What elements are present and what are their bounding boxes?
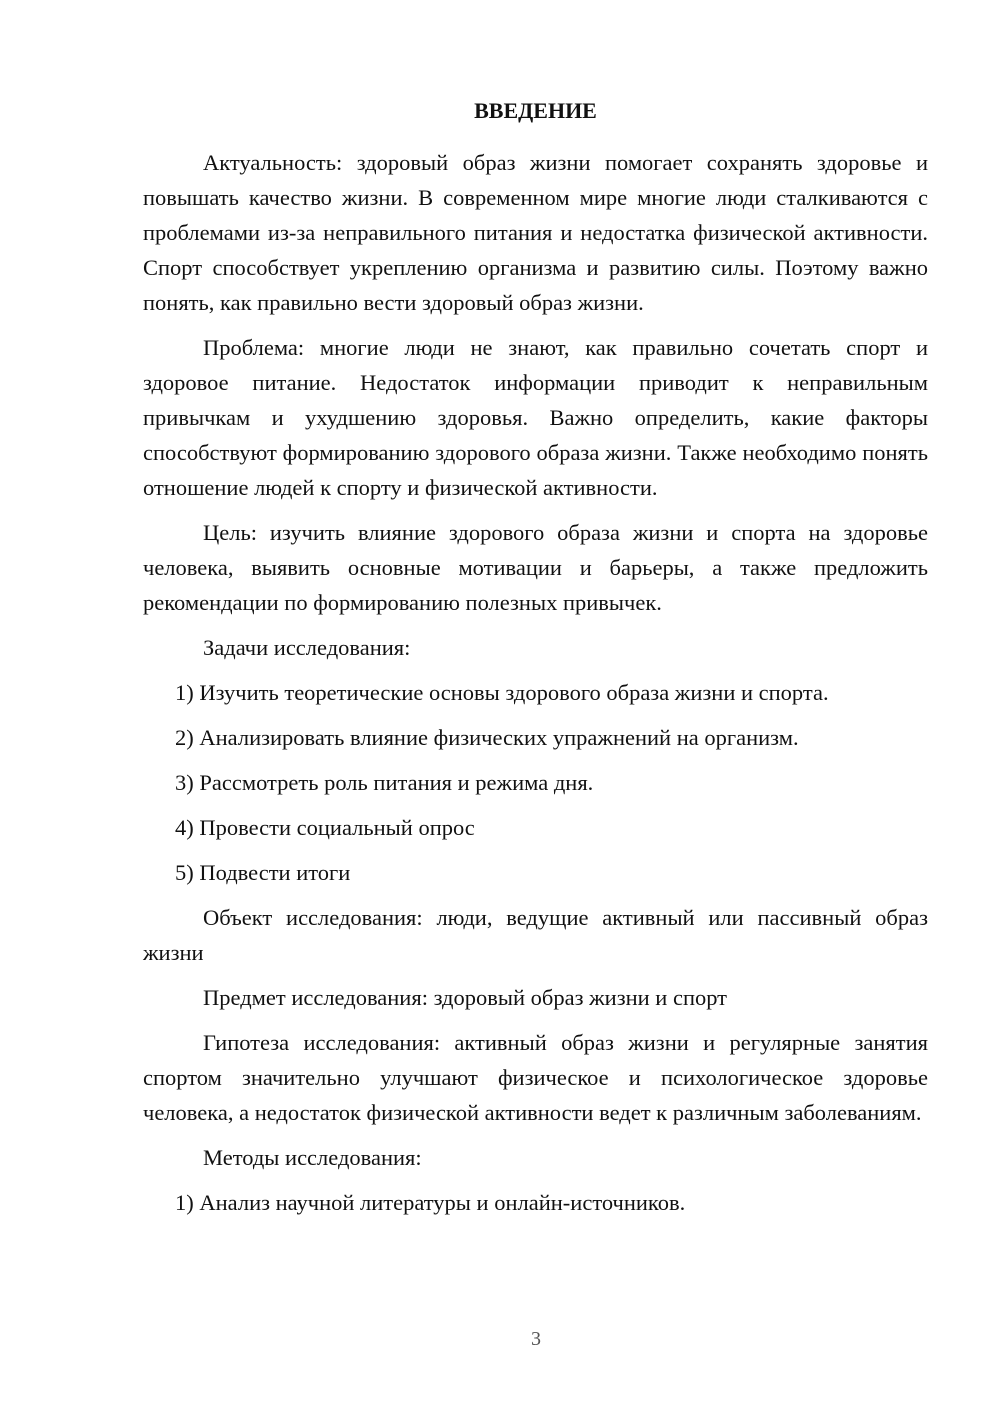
paragraph-problem: Проблема: многие люди не знают, как правильно сочетать спорт и здоровое питание. Недостаток информации приводит к неправильным привычкам и ухудшению здоровья. Важно определить, какие факторы способствуют формированию здорового образа жизни. Также необходимо понять отношение людей к спорту и физической активности. bbox=[143, 335, 928, 500]
paragraph-relevance: Актуальность: здоровый образ жизни помогает сохранять здоровье и повышать качество жизни. В современном мире многие люди сталкиваются с проблемами из-за неправильного питания и недостатка физической активности. Спорт способствует укреплению организма и развитию силы. Поэтому важно понять, как правильно вести здоровый образ жизни. bbox=[143, 150, 928, 315]
paragraph-hypothesis: Гипотеза исследования: активный образ жизни и регулярные занятия спортом значительно улучшают физическое и психологическое здоровье человека, а недостаток физической активности ведет к различным заболеваниям. bbox=[143, 1030, 928, 1125]
methods-list bbox=[143, 1185, 928, 1220]
methods-heading: Методы исследования: bbox=[203, 1145, 422, 1170]
section-title: ВВЕДЕНИЕ bbox=[474, 98, 597, 123]
task-item: 4) Провести социальный опрос bbox=[175, 815, 475, 840]
task-item: 2) Анализировать влияние физических упражнений на организм. bbox=[175, 725, 799, 750]
paragraph-object: Объект исследования: люди, ведущие активный или пассивный образ жизни bbox=[143, 905, 928, 965]
method-item: 1) Анализ научной литературы и онлайн-источников. bbox=[175, 1190, 686, 1215]
task-item: 5) Подвести итоги bbox=[175, 860, 351, 885]
tasks-heading: Задачи исследования: bbox=[203, 635, 411, 660]
task-item: 1) Изучить теоретические основы здорового образа жизни и спорта. bbox=[175, 680, 829, 705]
tasks-list bbox=[143, 675, 928, 890]
page-number: 3 bbox=[531, 1328, 541, 1350]
paragraph-subject: Предмет исследования: здоровый образ жизни и спорт bbox=[203, 985, 728, 1010]
page-content bbox=[143, 91, 928, 1230]
paragraph-goal: Цель: изучить влияние здорового образа жизни и спорта на здоровье человека, выявить основные мотивации и барьеры, а также предложить рекомендации по формированию полезных привычек. bbox=[143, 520, 928, 615]
task-item: 3) Рассмотреть роль питания и режима дня. bbox=[175, 770, 594, 795]
